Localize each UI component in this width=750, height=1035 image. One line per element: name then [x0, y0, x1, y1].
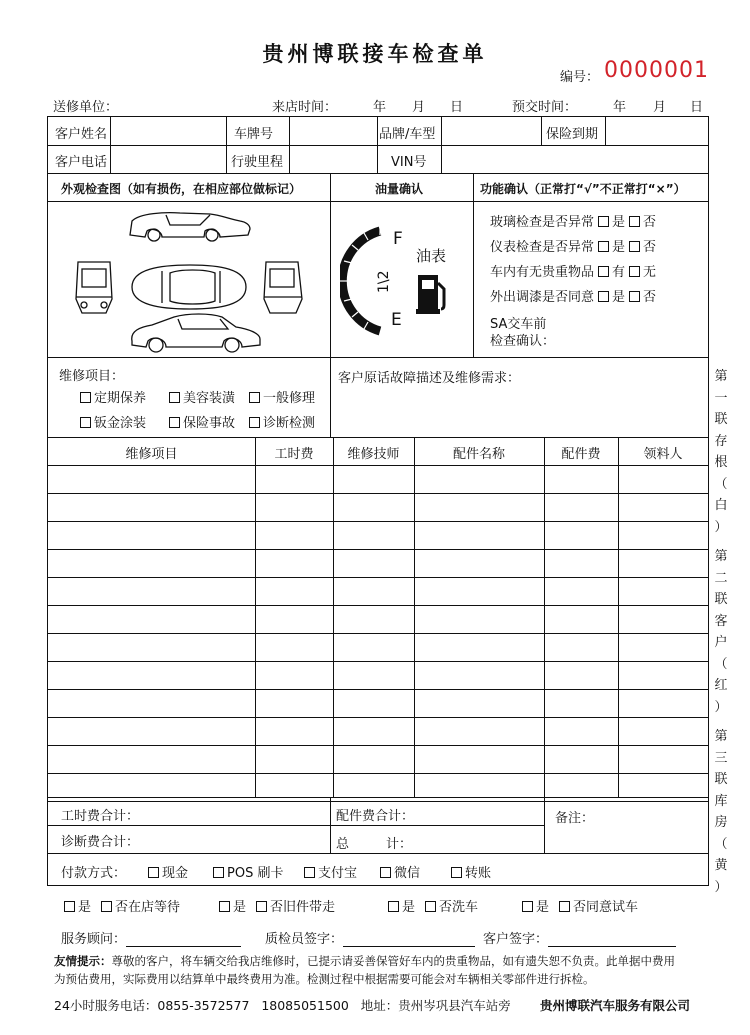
row-divider [48, 773, 708, 774]
repair-option-label: 钣金涂装 [94, 416, 147, 431]
serial-number: 0000001 [604, 58, 709, 83]
sa-confirm-line2: 检查确认： [490, 334, 556, 349]
total-label-b: 计： [386, 837, 413, 852]
table-header: 维修项目 [125, 447, 178, 462]
checkbox[interactable] [522, 901, 533, 912]
notice-label: 友情提示： [54, 954, 112, 968]
yes-label: 是 [233, 900, 247, 915]
repair-option [76, 387, 146, 406]
checkbox[interactable] [249, 417, 260, 428]
contact-line [54, 996, 511, 1014]
copy-labels [712, 366, 730, 906]
row-divider [48, 549, 708, 550]
checkbox[interactable] [629, 241, 640, 252]
car-diagram-icon [70, 207, 310, 353]
row-divider [48, 689, 708, 690]
copy-label: 第 二 联 客 户 （ 红 ） [714, 549, 728, 715]
checkbox[interactable] [64, 901, 75, 912]
checkbox[interactable] [598, 266, 609, 277]
yes-label: 是 [402, 900, 416, 915]
row-divider [48, 717, 708, 718]
checkbox[interactable] [629, 266, 640, 277]
fuel-empty-label: E [391, 310, 402, 330]
payment-option [300, 862, 357, 881]
plate-label: 车牌号 [234, 127, 274, 142]
no-label: 否旧件带走 [270, 900, 336, 915]
repair-option [245, 412, 315, 431]
notice-text-1: 尊敬的客户，将车辆交给我店维修时，已提示请妥善保管好车内的贵重物品，如有遗失恕不负责。此单据中费用 [111, 954, 675, 968]
checkbox[interactable] [380, 867, 391, 878]
checkbox[interactable] [629, 216, 640, 227]
repair-option [165, 412, 235, 431]
checkbox[interactable] [169, 417, 180, 428]
fuel-gauge-label: 油表 [416, 247, 447, 265]
option-label: 是 [612, 240, 626, 255]
mileage-label: 行驶里程 [231, 155, 284, 170]
delivery-month: 月 [653, 100, 667, 115]
repair-option-label: 一般修理 [263, 391, 316, 406]
copy-label: 第 一 联 存 根 （ 白 ） [714, 369, 728, 535]
brand-label: 品牌/车型 [379, 127, 436, 142]
delivery-label: 预交时间： [512, 100, 578, 115]
company-name: 贵州博联汽车服务有限公司 [540, 998, 691, 1013]
delivery-year: 年 [613, 100, 627, 115]
column-divider [414, 437, 415, 797]
customer-signature [483, 928, 676, 947]
payment-option [447, 862, 491, 881]
customer-label: 客户签字： [483, 932, 549, 947]
service-option [60, 896, 180, 915]
arrival-year: 年 [373, 100, 387, 115]
row-divider [48, 661, 708, 662]
notice-text-2: 为预估费用，实际费用以结算单中最终费用为准。检测过程中根据需要可能会对车辆相关零部件进行拆检。 [54, 972, 595, 986]
function-header: 功能确认（正常打“√”不正常打“×”） [480, 182, 686, 196]
checkbox[interactable] [598, 291, 609, 302]
row-divider [48, 797, 708, 798]
function-check-label: 仪表检查是否异常 [490, 240, 595, 255]
form-title: 贵州博联接车检查单 [262, 42, 488, 66]
option-label: 是 [612, 215, 626, 230]
no-label: 否在店等待 [115, 900, 181, 915]
total-label-a: 总 [336, 837, 350, 852]
repair-option-label: 定期保养 [94, 391, 147, 406]
notice [54, 952, 714, 988]
table-header: 配件费 [561, 447, 601, 462]
service-option [518, 896, 638, 915]
hotline-label: 24小时服务电话： [54, 998, 158, 1013]
checkbox[interactable] [598, 241, 609, 252]
option-label: 否 [643, 240, 657, 255]
arrival-month: 月 [412, 100, 426, 115]
checkbox[interactable] [219, 901, 230, 912]
column-divider [544, 437, 545, 797]
row-divider [48, 801, 708, 802]
arrival-day: 日 [450, 100, 464, 115]
column-divider [333, 437, 334, 797]
checkbox[interactable] [304, 867, 315, 878]
table-header: 领料人 [643, 447, 683, 462]
service-option [215, 896, 335, 915]
checkbox[interactable] [451, 867, 462, 878]
form-frame [47, 116, 709, 886]
row-divider [48, 605, 708, 606]
option-label: 否 [643, 215, 657, 230]
unit-label: 送修单位： [53, 100, 119, 115]
checkbox[interactable] [388, 901, 399, 912]
row-divider [48, 577, 708, 578]
address-label: 地址： [360, 998, 399, 1013]
repair-option [245, 387, 315, 406]
remarks-label: 备注： [555, 811, 595, 826]
repair-option [76, 412, 146, 431]
payment-option-label: 现金 [162, 866, 189, 881]
checkbox[interactable] [249, 392, 260, 403]
row-divider [48, 633, 708, 634]
fuel-half-label: 1\2 [376, 270, 392, 293]
fuel-header: 油量确认 [375, 182, 424, 196]
customer-phone-label: 客户电话 [55, 155, 108, 170]
table-header: 配件名称 [452, 447, 505, 462]
payment-option [209, 862, 283, 881]
function-check-label: 玻璃检查是否异常 [490, 215, 595, 230]
column-divider [618, 437, 619, 797]
arrival-label: 来店时间： [272, 100, 338, 115]
payment-option-label: 微信 [394, 866, 421, 881]
insurance-expiry-label: 保险到期 [546, 127, 599, 142]
repair-option-label: 保险事故 [183, 416, 236, 431]
advisor-signature [61, 928, 241, 947]
row-divider [48, 465, 708, 466]
checkbox[interactable] [80, 417, 91, 428]
function-check-label: 外出调漆是否同意 [490, 290, 595, 305]
function-check-row [490, 236, 656, 255]
payment-option [144, 862, 188, 881]
checkbox[interactable] [598, 216, 609, 227]
payment-option-label: 支付宝 [318, 866, 358, 881]
yes-label: 是 [536, 900, 550, 915]
checkbox[interactable] [213, 867, 224, 878]
row-divider [48, 521, 708, 522]
fuel-pump-icon [416, 269, 450, 315]
no-label: 否洗车 [439, 900, 479, 915]
sa-confirm-line1: SA交车前 [490, 317, 547, 332]
advisor-label: 服务顾问： [61, 932, 127, 947]
delivery-day: 日 [690, 100, 704, 115]
checkbox[interactable] [559, 901, 570, 912]
row-divider [48, 493, 708, 494]
checkbox[interactable] [101, 901, 112, 912]
option-label: 无 [643, 265, 657, 280]
table-header: 工时费 [274, 447, 314, 462]
function-check-label: 车内有无贵重物品 [490, 265, 595, 280]
mobile: 18085051500 [261, 998, 349, 1013]
copy-label: 第 三 联 库 房 （ 黄 ） [714, 729, 728, 895]
serial-label: 编号： [560, 70, 600, 85]
column-divider [255, 437, 256, 797]
repair-items-label: 维修项目： [59, 369, 125, 384]
row-divider [48, 745, 708, 746]
repair-option [165, 387, 235, 406]
address: 贵州岑巩县汽车站旁 [398, 998, 511, 1013]
option-label: 否 [643, 290, 657, 305]
option-label: 有 [612, 265, 626, 280]
exterior-header: 外观检查图（如有损伤，在相应部位做标记） [61, 182, 302, 196]
checkbox[interactable] [169, 392, 180, 403]
checkbox[interactable] [629, 291, 640, 302]
payment-label: 付款方式： [61, 866, 127, 881]
customer-name-label: 客户姓名 [55, 127, 108, 142]
no-label: 否同意试车 [573, 900, 639, 915]
customer-description-label: 客户原话故障描述及维修需求： [338, 371, 521, 386]
labor-total-label: 工时费合计： [61, 809, 140, 824]
function-check-row [490, 286, 656, 305]
repair-option-label: 诊断检测 [263, 416, 316, 431]
inspector-label: 质检员签字： [265, 932, 344, 947]
inspector-signature [265, 928, 475, 947]
parts-total-label: 配件费合计： [336, 809, 415, 824]
hotline: 0855-3572577 [157, 998, 250, 1013]
payment-option [376, 862, 420, 881]
function-check-row [490, 261, 656, 280]
fuel-full-label: F [393, 229, 403, 249]
checkbox[interactable] [148, 867, 159, 878]
repair-option-label: 美容装潢 [183, 391, 236, 406]
checkbox[interactable] [80, 392, 91, 403]
diagnosis-total-label: 诊断费合计： [61, 835, 140, 850]
service-option [384, 896, 478, 915]
yes-label: 是 [78, 900, 92, 915]
option-label: 是 [612, 290, 626, 305]
table-header: 维修技师 [347, 447, 400, 462]
payment-option-label: 转账 [465, 866, 492, 881]
checkbox[interactable] [256, 901, 267, 912]
checkbox[interactable] [425, 901, 436, 912]
vin-label: VIN号 [391, 155, 427, 170]
function-check-row [490, 211, 656, 230]
payment-option-label: POS 刷卡 [227, 866, 284, 881]
